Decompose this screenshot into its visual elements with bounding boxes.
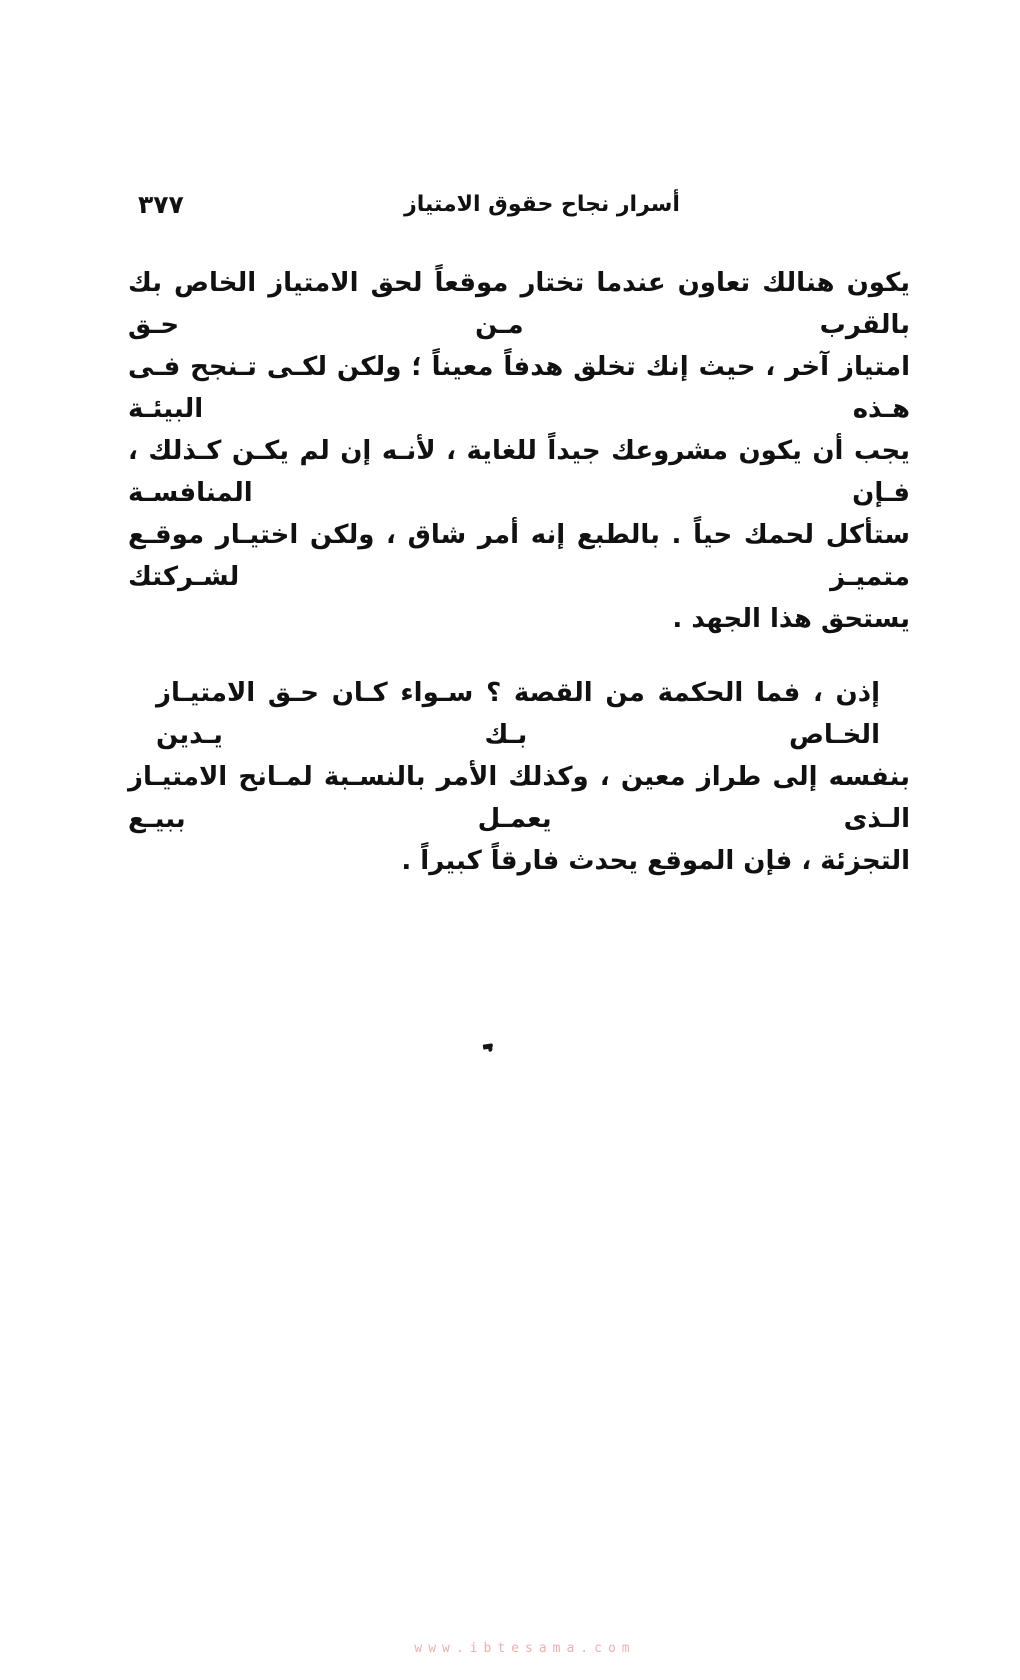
text-line: يجب أن يكون مشروعك جيداً للغاية ، لأنـه إن لم يكـن كـذلك ، فـإن المنافسـة xyxy=(128,436,910,508)
text-line: ستأكل لحمك حياً . بالطبع إنه أمر شاق ، ولكن اختيـار موقـع متميـز لشـركتك xyxy=(128,520,910,592)
text-line: بنفسه إلى طراز معين ، وكذلك الأمر بالنسـبة لمـانح الامتيـاز الـذى يعمـل ببيـع xyxy=(128,762,910,834)
ink-speck xyxy=(483,1043,494,1049)
page-header xyxy=(110,190,910,224)
paragraph xyxy=(128,262,910,640)
page-number: ٣٧٧ xyxy=(138,190,184,219)
text-line: التجزئة ، فإن الموقع يحدث فارقاً كبيراً . xyxy=(401,846,910,876)
body-text xyxy=(128,262,910,882)
text-line: إذن ، فما الحكمة من القصة ؟ سـواء كـان حـق الامتيـاز الخـاص بـك يـدين xyxy=(156,678,880,750)
watermark: www.ibtesama.com xyxy=(414,1641,636,1656)
text-line: يكون هنالك تعاون عندما تختار موقعاً لحق الامتياز الخاص بك بالقرب مـن حـق xyxy=(128,268,910,340)
paragraph xyxy=(128,672,910,882)
text-line: امتياز آخر ، حيث إنك تخلق هدفاً معيناً ؛ ولكن لكـى تـنجح فـى هـذه البيئـة xyxy=(128,352,910,424)
page-title: أسرار نجاح حقوق الامتياز xyxy=(404,192,680,217)
text-line: يستحق هذا الجهد . xyxy=(672,604,910,634)
